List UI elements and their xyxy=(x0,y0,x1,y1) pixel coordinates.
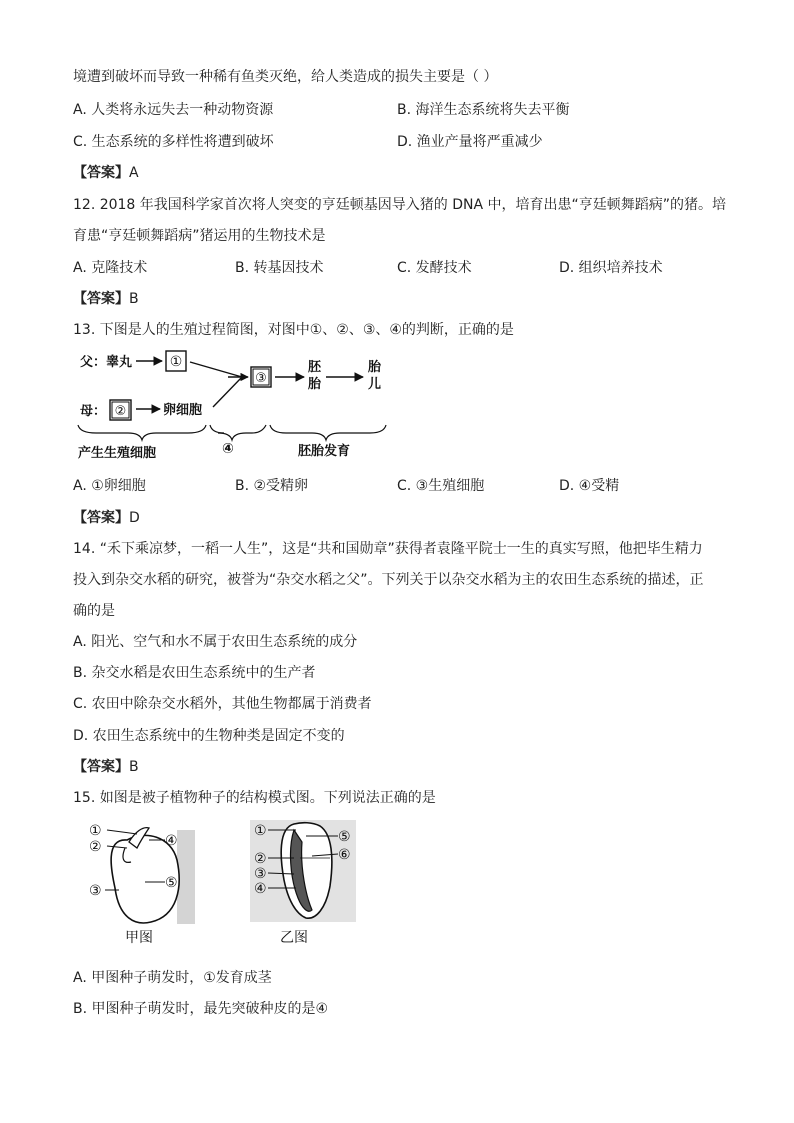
fetus-char2: 儿 xyxy=(368,377,382,392)
seed-b-caption: 乙图 xyxy=(280,930,308,946)
q15-option-b: B. 甲图种子萌发时，最先突破种皮的是④ xyxy=(73,1001,329,1017)
father-label: 父：睾丸 xyxy=(80,355,133,370)
seed-a-label-5: ⑤ xyxy=(165,875,178,891)
seed-b-label-1: ① xyxy=(254,823,267,839)
q11-answer: 【答案】A xyxy=(73,165,139,181)
label-4: ④ xyxy=(222,441,234,457)
q14-option-b: B. 杂交水稻是农田生态系统中的生产者 xyxy=(73,665,316,681)
q11-option-d: D. 渔业产量将严重减少 xyxy=(397,134,543,150)
q14-answer-value: B xyxy=(129,759,139,775)
label-3: ③ xyxy=(255,371,267,386)
fetus-char1: 胎 xyxy=(368,360,382,375)
brace-stage3 xyxy=(270,425,386,440)
embryo-char2: 胎 xyxy=(308,377,322,392)
q12-stem-line2: 育患“亨廷顿舞蹈病”猪运用的生物技术是 xyxy=(73,228,326,244)
label-2: ② xyxy=(114,404,127,419)
brace-stage1 xyxy=(78,425,206,440)
q12-answer: 【答案】B xyxy=(73,291,139,307)
egg-label: 卵细胞 xyxy=(163,403,203,418)
q11-option-c: C. 生态系统的多样性将遭到破坏 xyxy=(73,134,274,150)
q13-answer-value: D xyxy=(129,510,140,526)
seed-b-label-5: ⑤ xyxy=(338,829,351,845)
q14-option-a: A. 阳光、空气和水不属于农田生态系统的成分 xyxy=(73,634,358,650)
seed-diagram-b xyxy=(250,818,360,948)
q13-option-b: B. ②受精卵 xyxy=(235,478,309,494)
q11-stem-tail: 境遭到破坏而导致一种稀有鱼类灭绝，给人类造成的损失主要是（ ） xyxy=(73,69,498,85)
q11-option-b: B. 海洋生态系统将失去平衡 xyxy=(397,102,570,118)
q14-stem-line3: 确的是 xyxy=(73,603,115,619)
reproduction-diagram xyxy=(70,345,400,463)
seed-b-label-2: ② xyxy=(254,851,267,867)
q12-option-b: B. 转基因技术 xyxy=(235,260,324,276)
brace-stage2 xyxy=(210,425,266,440)
q13-answer: 【答案】D xyxy=(73,510,140,526)
q12-answer-value: B xyxy=(129,291,139,307)
seed-a-label-4: ④ xyxy=(165,833,178,849)
q13-option-a: A. ①卵细胞 xyxy=(73,478,146,494)
seed-b-label-6: ⑥ xyxy=(338,847,351,863)
q12-stem-line1: 12. 2018 年我国科学家首次将人突变的亨廷顿基因导入猪的 DNA 中，培育出患“亨廷顿舞蹈病”的猪。培 xyxy=(73,197,727,213)
q15-stem: 15. 如图是被子植物种子的结构模式图。下列说法正确的是 xyxy=(73,790,436,806)
mother-label: 母： xyxy=(80,404,107,419)
q13-option-c: C. ③生殖细胞 xyxy=(397,478,485,494)
seed-a-label-2: ② xyxy=(89,839,102,855)
q14-option-c: C. 农田中除杂交水稻外，其他生物都属于消费者 xyxy=(73,696,372,712)
seed-a-label-1: ① xyxy=(89,823,102,839)
q15-option-a: A. 甲图种子萌发时，①发育成茎 xyxy=(73,970,272,986)
q11-option-a: A. 人类将永远失去一种动物资源 xyxy=(73,102,274,118)
embryo-char1: 胚 xyxy=(308,360,322,375)
q12-option-c: C. 发酵技术 xyxy=(397,260,472,276)
q11-answer-value: A xyxy=(129,165,139,181)
q12-option-a: A. 克隆技术 xyxy=(73,260,148,276)
stage3-label: 胚胎发育 xyxy=(298,444,351,459)
q13-stem: 13. 下图是人的生殖过程简图，对图中①、②、③、④的判断，正确的是 xyxy=(73,322,514,338)
q12-option-d: D. 组织培养技术 xyxy=(559,260,663,276)
seed-a-caption: 甲图 xyxy=(125,930,153,946)
q14-option-d: D. 农田生态系统中的生物种类是固定不变的 xyxy=(73,728,345,744)
q14-answer: 【答案】B xyxy=(73,759,139,775)
q14-stem-line1: 14. “禾下乘凉梦，一稻一人生”，这是“共和国勋章”获得者袁隆平院士一生的真实写照，他把毕生精力 xyxy=(73,541,703,557)
seed-b-label-4: ④ xyxy=(254,881,267,897)
q13-option-d: D. ④受精 xyxy=(559,478,620,494)
seed-diagram-a xyxy=(85,818,195,948)
q14-stem-line2: 投入到杂交水稻的研究，被誉为“杂交水稻之父”。下列关于以杂交水稻为主的农田生态系统的描述，正 xyxy=(73,572,704,588)
seed-b-label-3: ③ xyxy=(254,866,267,882)
label-1: ① xyxy=(169,354,183,370)
seed-a-label-3: ③ xyxy=(89,883,102,899)
stage1-label: 产生生殖细胞 xyxy=(78,446,157,461)
